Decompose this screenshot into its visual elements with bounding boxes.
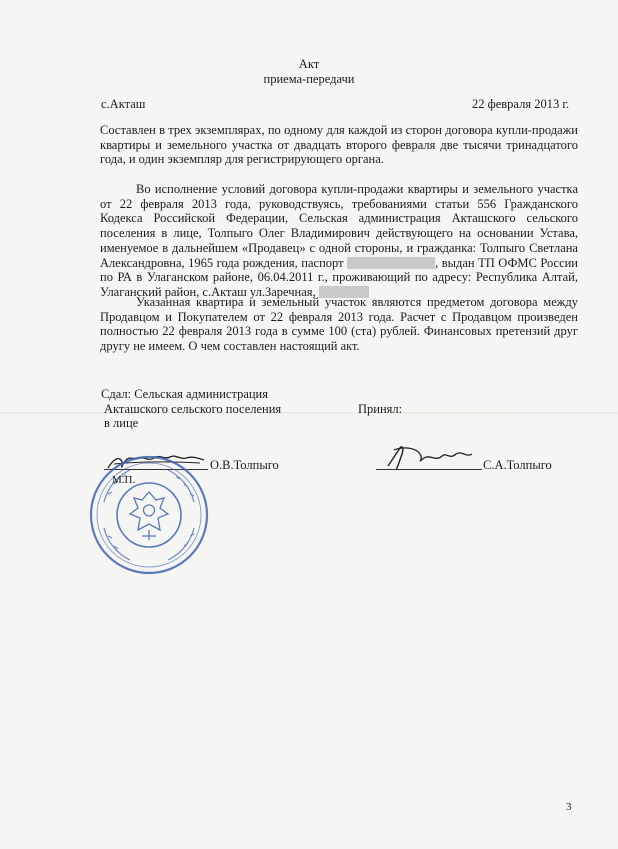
paper-fold — [0, 412, 618, 415]
seller-line-3: в лице — [104, 416, 139, 430]
seller-line-1: Сдал: Сельская администрация — [101, 387, 268, 401]
doc-date: 22 февраля 2013 г. — [472, 97, 570, 111]
body-text-part2: , выдан ТП ОФМС России по РА в Улаганском районе, 06.04.2011 г., проживающий по адресу: Республика Алтай, Улаганский район, с.Акташ ул.Заречная, — [100, 255, 578, 299]
buyer-signature — [380, 440, 480, 476]
seller-signature-name: О.В.Толпыго — [210, 458, 279, 472]
buyer-label: Принял: — [358, 402, 403, 416]
stamp-place-mark: М.П. — [112, 474, 136, 486]
body-paragraph — [100, 182, 578, 300]
intro-paragraph: Составлен в трех экземплярах, по одному для каждой из сторон договора купли-продажи квартиры и земельного участка от двадцать второго февраля две тысячи тринадцатого года, и один экземпляр для регистрирующего органа. — [100, 123, 578, 167]
official-stamp — [84, 450, 214, 580]
body-text-part1: Во исполнение условий договора купли-продажи квартиры и земельного участка от 22 февраля 2013 года, руководствуясь, требованиями статьи 556 Гражданского Кодекса Российской Федерации, Сельская администрация Акташского сельского поселения в лице, Толпыго Олег Владимирович действующего на основании Устава, именуемое в дальнейшем «Продавец» с одной стороны, и гражданка: Толпыго Светлана Александровна, 1965 года рождения, паспорт — [100, 182, 578, 270]
doc-place: с.Акташ — [101, 97, 146, 111]
buyer-signature-name: С.А.Толпыго — [483, 458, 552, 472]
doc-title: Акт — [298, 57, 320, 71]
settlement-paragraph: Указанная квартира и земельный участок являются предметом договора между Продавцом и Покупателем от 22 февраля 2013 года. Расчет с Продавцом произведен полностью 22 февраля 2013 года в сумме 100 (ста) рублей. Финансовых претензий друг другу не имеем. О чем составлен настоящий акт. — [100, 295, 578, 354]
seller-line-2: Акташского сельского поселения — [104, 402, 282, 416]
redacted-passport — [347, 257, 435, 269]
page-number: 3 — [566, 801, 572, 813]
doc-subtitle: приема-передачи — [263, 72, 355, 86]
